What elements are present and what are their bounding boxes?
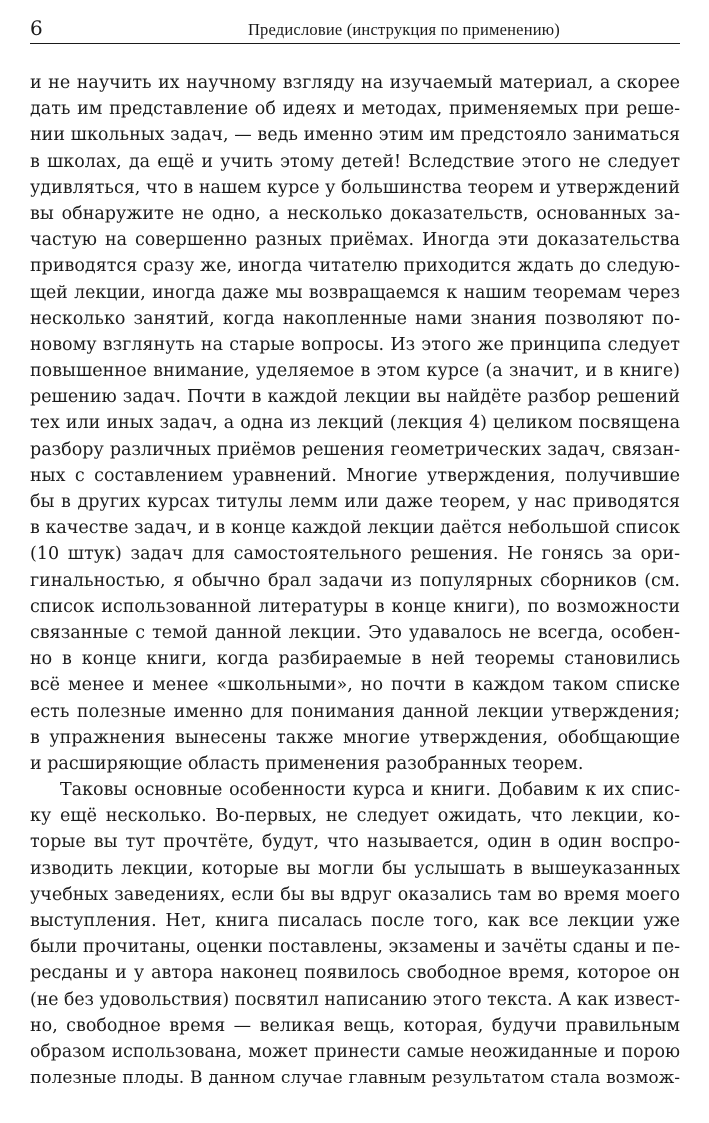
text-line: тех или иных задач, а одна из лекций (лекция 4) целиком посвящена [30, 413, 680, 434]
text-line: всё менее и менее «школьными», но почти в каждом таком списке [30, 675, 680, 696]
text-line: в упражнения вынесены также многие утверждения, обобщающие [30, 727, 680, 748]
text-line: и не научить их научному взгляду на изучаемый материал, а скорее [30, 73, 680, 93]
text-line: но в конце книги, когда разбираемые в ней теоремы становились [30, 649, 680, 670]
text-line: ресданы и у автора наконец появилось свободное время, которое он [30, 963, 680, 984]
text-line: образом использована, может принести самые неожиданные и порою [30, 1041, 680, 1062]
text-line: в школах, да ещё и учить этому детей! Вследствие этого не следует [30, 151, 680, 172]
text-line: связанные с темой данной лекции. Это удавалось не всегда, особен- [30, 622, 680, 643]
text-line: изводить лекции, которые вы могли бы услышать в вышеуказанных [30, 858, 680, 879]
body-text [30, 70, 680, 1091]
text-line: вы обнаружите не одно, а несколько доказательств, основанных за- [30, 203, 680, 224]
text-line: бы в других курсах титулы лемм или даже теорем, у нас приводятся [30, 492, 680, 512]
text-line: щей лекции, иногда даже мы возвращаемся к нашим теоремам через [30, 282, 680, 303]
text-line: ку ещё несколько. Во-первых, не следует ожидать, что лекции, ко- [30, 806, 680, 827]
text-line: нии школьных задач, — ведь именно этим им предстояло заниматься [30, 125, 680, 146]
page-header [30, 14, 680, 44]
text-line: выступления. Нет, книга писалась после того, как все лекции уже [30, 911, 680, 931]
text-line: несколько занятий, когда накопленные нами знания позволяют по- [30, 308, 680, 329]
page-number: 6 [30, 16, 43, 40]
text-line: приводятся сразу же, иногда читателю приходится ждать до следую- [30, 256, 680, 277]
text-line: торые вы тут прочтёте, будут, что называется, один в один воспро- [30, 832, 680, 853]
text-line: ных с составлением уравнений. Многие утверждения, получившие [30, 465, 680, 486]
text-line: но, свободное время — великая вещь, которая, будучи правильным [30, 1015, 680, 1036]
running-title: Предисловие (инструкция по применению) [247, 20, 560, 39]
text-line: повышенное внимание, уделяемое в этом курсе (а значит, и в книге) [30, 361, 680, 382]
paragraph-last-line: и расширяющие область применения разобранных теорем. [30, 753, 584, 774]
header-rule [30, 43, 680, 44]
text-line: частую на совершенно разных приёмах. Иногда эти доказательства [30, 230, 680, 251]
text-line: были прочитаны, оценки поставлены, экзамены и зачёты сданы и пе- [30, 937, 680, 958]
text-line: разбору различных приёмов решения геометрических задач, связан- [30, 439, 680, 460]
text-line: гинальностью, я обычно брал задачи из популярных сборников (см. [30, 570, 680, 591]
text-line: в качестве задач, и в конце каждой лекции даётся небольшой список [30, 518, 680, 539]
text-line: учебных заведениях, если бы вы вдруг оказались там во время моего [30, 884, 680, 905]
text-line: дать им представление об идеях и методах, применяемых при реше- [30, 99, 680, 120]
text-line: (не без удовольствия) посвятил написанию этого текста. А как извест- [30, 989, 680, 1010]
text-line: новому взглянуть на старые вопросы. Из этого же принципа следует [30, 334, 680, 355]
text-line: список использованной литературы в конце книги), по возможности [30, 596, 680, 617]
text-line: есть полезные именно для понимания данной лекции утверждения; [30, 701, 680, 722]
text-line: удивляться, что в нашем курсе у большинства теорем и утверждений [30, 177, 680, 198]
text-line: полезные плоды. В данном случае главным результатом стала возмож- [30, 1068, 680, 1089]
paragraph-first-line: Таковы основные особенности курса и книги. Добавим к их спис- [60, 780, 680, 801]
text-line: (10 штук) задач для самостоятельного решения. Не гонясь за ори- [30, 544, 680, 565]
text-line: решению задач. Почти в каждой лекции вы найдёте разбор решений [30, 387, 680, 408]
